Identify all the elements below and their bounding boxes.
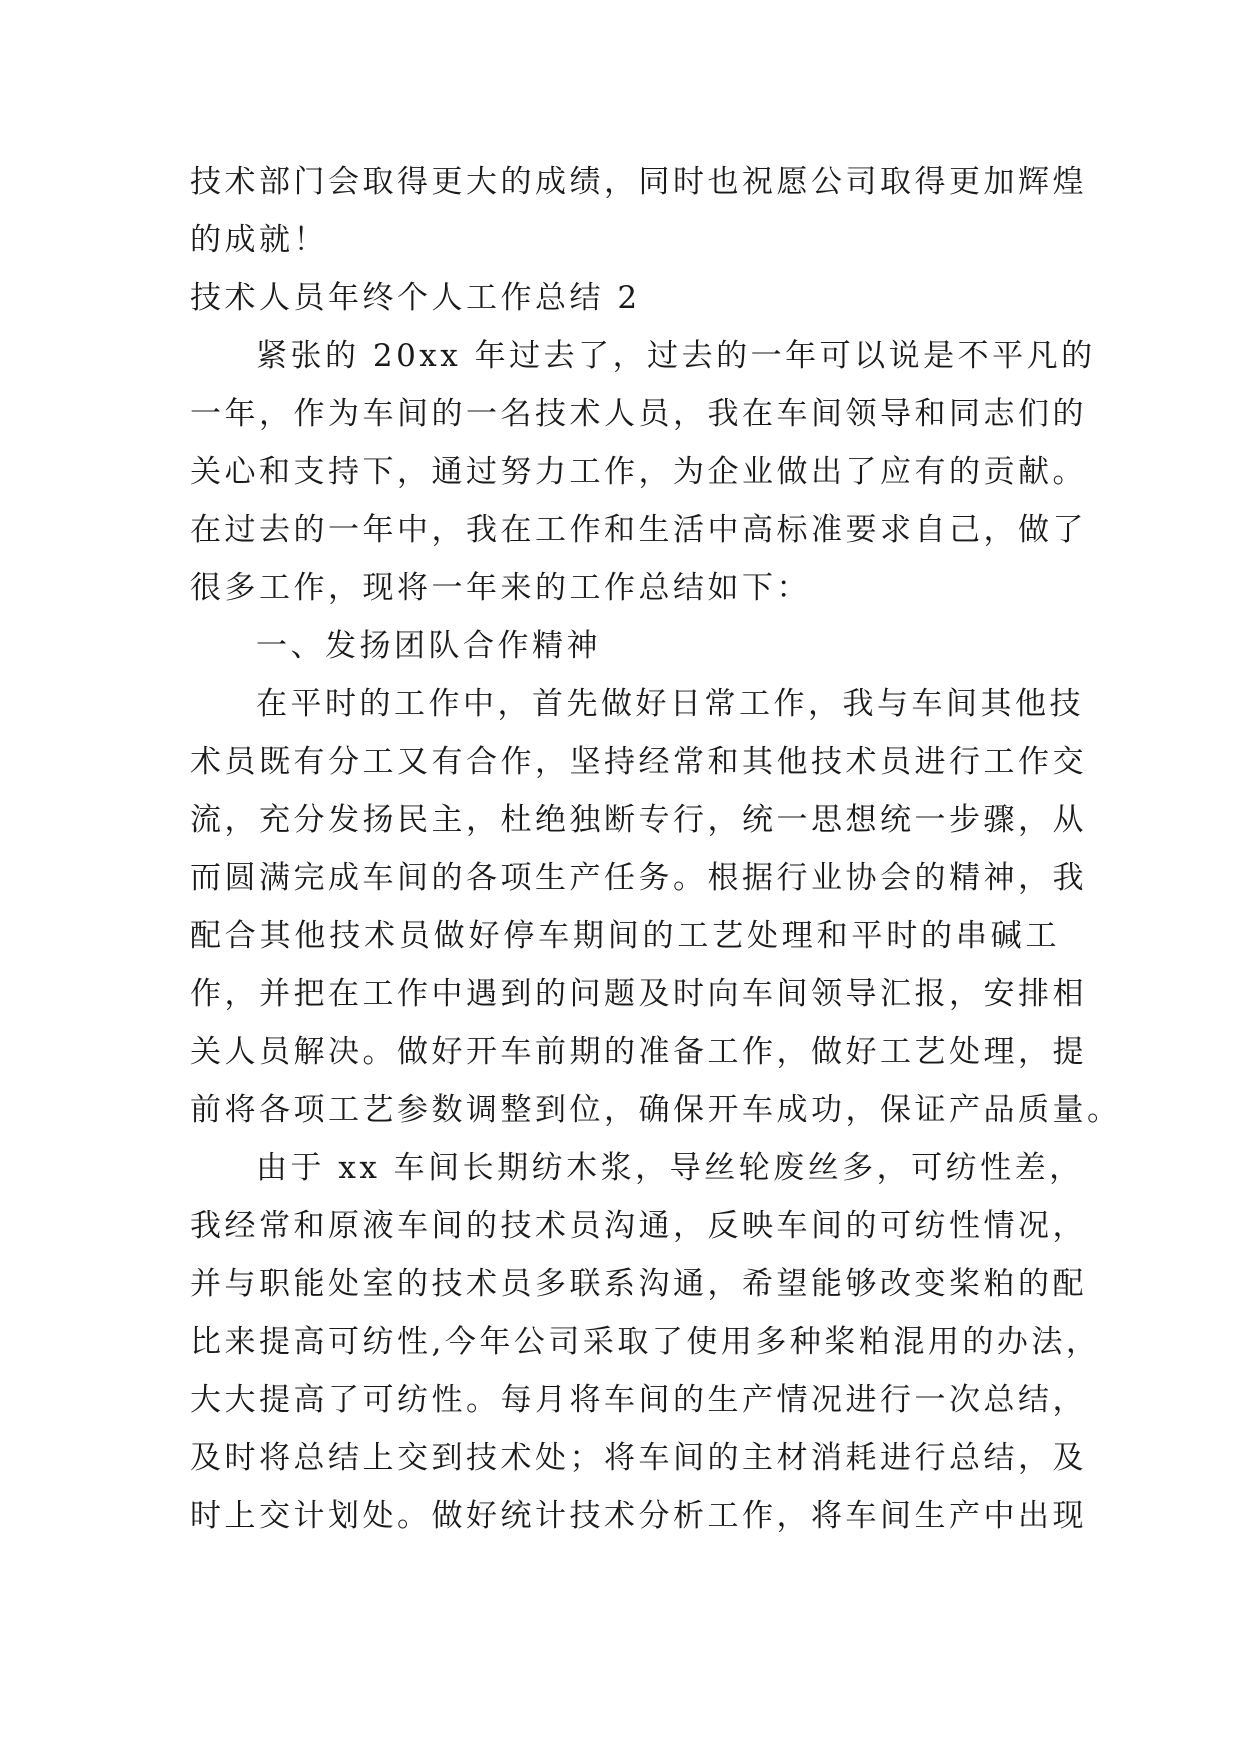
text-line: 时上交计划处。做好统计技术分析工作，将车间生产中出现 (190, 1498, 1087, 1534)
text-line: 而圆满完成车间的各项生产任务。根据行业协会的精神，我 (190, 860, 1087, 896)
subsection-heading: 一、发扬团队合作精神 (256, 628, 601, 664)
text-line: 一年，作为车间的一名技术人员，我在车间领导和同志们的 (190, 396, 1087, 432)
text-line: 并与职能处室的技术员多联系沟通，希望能够改变桨粕的配 (190, 1266, 1087, 1302)
text-line: 技术部门会取得更大的成绩，同时也祝愿公司取得更加辉煌 (190, 164, 1087, 200)
text-line: 流，充分发扬民主，杜绝独断专行，统一思想统一步骤，从 (190, 802, 1087, 838)
section-heading: 技术人员年终个人工作总结 2 (190, 280, 641, 316)
paragraph-first-line: 紧张的 20xx 年过去了，过去的一年可以说是不平凡的 (256, 338, 1096, 374)
text-line: 配合其他技术员做好停车期间的工艺处理和平时的串碱工 (190, 918, 1060, 954)
text-line: 及时将总结上交到技术处；将车间的主材消耗进行总结，及 (190, 1440, 1087, 1476)
text-line: 在过去的一年中，我在工作和生活中高标准要求自己，做了 (190, 512, 1087, 548)
text-line: 的成就！ (190, 222, 328, 258)
text-line: 术员既有分工又有合作，坚持经常和其他技术员进行工作交 (190, 744, 1087, 780)
paragraph-first-line: 在平时的工作中，首先做好日常工作，我与车间其他技 (256, 686, 1084, 722)
paragraph-first-line: 由于 xx 车间长期纺木浆，导丝轮废丝多，可纺性差， (256, 1150, 1084, 1186)
text-line: 比来提高可纺性,今年公司采取了使用多种桨粕混用的办法， (190, 1324, 1101, 1360)
text-line: 作，并把在工作中遇到的问题及时向车间领导汇报，安排相 (190, 976, 1087, 1012)
text-line: 我经常和原液车间的技术员沟通，反映车间的可纺性情况， (190, 1208, 1087, 1244)
text-line: 关人员解决。做好开车前期的准备工作，做好工艺处理，提 (190, 1034, 1087, 1070)
text-line: 关心和支持下，通过努力工作，为企业做出了应有的贡献。 (190, 454, 1087, 490)
text-line: 大大提高了可纺性。每月将车间的生产情况进行一次总结， (190, 1382, 1087, 1418)
text-line: 很多工作，现将一年来的工作总结如下： (190, 570, 811, 606)
text-line: 前将各项工艺参数调整到位，确保开车成功，保证产品质量。 (190, 1092, 1122, 1128)
